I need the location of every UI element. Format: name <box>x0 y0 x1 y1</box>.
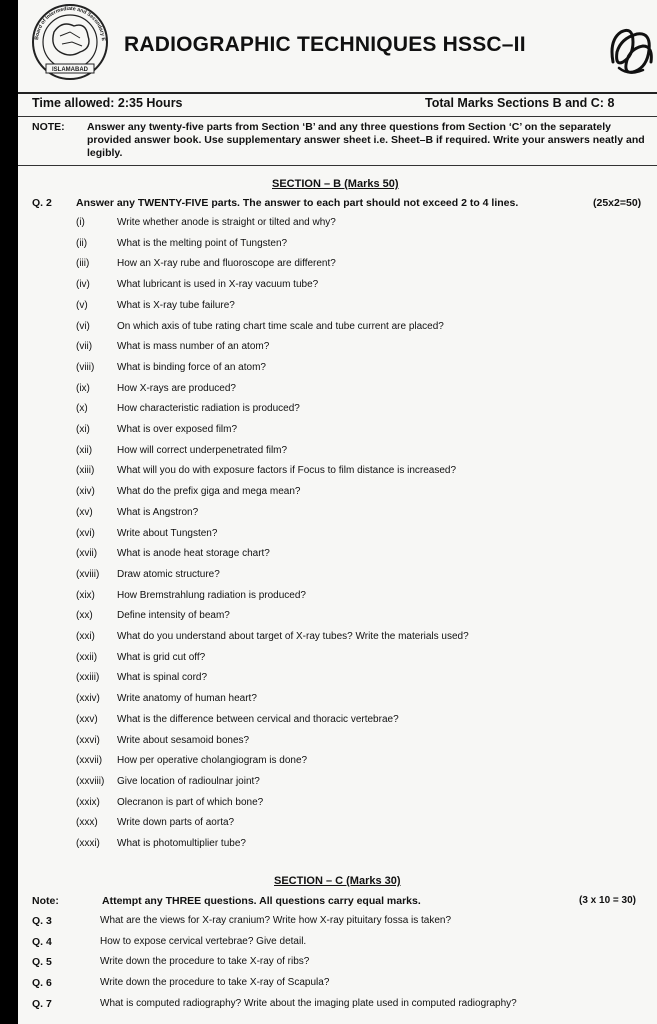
note-label: Note: <box>32 895 59 907</box>
item-number: (xii) <box>76 445 93 456</box>
time-allowed: Time allowed: 2:35 Hours <box>32 96 183 110</box>
item-number: (ix) <box>76 383 90 394</box>
svg-text:Board of Intermediate and Seco: Board of Intermediate and Secondary E <box>34 5 107 42</box>
question-item-text: What is mass number of an atom? <box>117 341 270 352</box>
item-number: (xiii) <box>76 465 95 476</box>
item-number: (xxvi) <box>76 735 100 746</box>
item-number: (xvii) <box>76 548 98 559</box>
question-item-text: Write anatomy of human heart? <box>117 693 257 704</box>
question-item-text: Olecranon is part of which bone? <box>117 797 264 808</box>
question-item-text: What is binding force of an atom? <box>117 362 266 373</box>
board-logo-seal <box>26 2 114 82</box>
question-item-text: What lubricant is used in X-ray vacuum tube? <box>117 279 319 290</box>
item-number: (xiv) <box>76 486 95 497</box>
question-item-text: What is Angstron? <box>117 507 199 518</box>
paper-title: RADIOGRAPHIC TECHNIQUES HSSC–II <box>124 33 526 56</box>
question-item-text: What is the melting point of Tungsten? <box>117 238 288 249</box>
question-item-text: Draw atomic structure? <box>117 569 220 580</box>
item-number: (xxiii) <box>76 672 100 683</box>
item-number: (x) <box>76 403 88 414</box>
question-number: Q. 3 <box>32 915 52 927</box>
item-number: (xx) <box>76 610 93 621</box>
header-divider <box>18 92 657 94</box>
item-number: (xxviii) <box>76 776 105 787</box>
question-marks: (25x2=50) <box>593 197 642 209</box>
item-number: (xxii) <box>76 652 98 663</box>
item-number: (viii) <box>76 362 95 373</box>
question-item-text: What is over exposed film? <box>117 424 238 435</box>
section-b-title: SECTION – B (Marks 50) <box>272 178 399 190</box>
question-item-text: Write down parts of aorta? <box>117 817 235 828</box>
item-number: (i) <box>76 217 85 228</box>
item-number: (vi) <box>76 321 90 332</box>
item-number: (xviii) <box>76 569 100 580</box>
question-item-text: What do the prefix giga and mega mean? <box>117 486 301 497</box>
question-text: What are the views for X-ray cranium? Write how X-ray pituitary fossa is taken? <box>100 915 452 926</box>
item-number: (xxiv) <box>76 693 100 704</box>
question-item-text: How per operative cholangiogram is done? <box>117 755 308 766</box>
question-item-text: How characteristic radiation is produced? <box>117 403 300 414</box>
section-c-title: SECTION – C (Marks 30) <box>274 875 401 887</box>
question-text: How to expose cervical vertebrae? Give detail. <box>100 936 307 947</box>
section-c-instruction: Attempt any THREE questions. All questions carry equal marks. <box>102 895 421 907</box>
item-number: (xxx) <box>76 817 98 828</box>
item-number: (xxxi) <box>76 838 100 849</box>
exam-paper <box>18 0 657 1024</box>
item-number: (xix) <box>76 590 95 601</box>
question-text: What is computed radiography? Write about the imaging plate used in computed radiography? <box>100 998 517 1009</box>
item-number: (iv) <box>76 279 90 290</box>
note-text: Answer any twenty-five parts from Section ‘B’ and any three questions from Section ‘C’ on the separately provided answer book. Use supplementary answer sheet i.e. Sheet–B if required. Write your answers neatly and legibly. <box>87 121 645 159</box>
item-number: (xi) <box>76 424 90 435</box>
item-number: (ii) <box>76 238 88 249</box>
item-number: (iii) <box>76 258 90 269</box>
question-number: Q. 5 <box>32 956 52 968</box>
question-item-text: Define intensity of beam? <box>117 610 230 621</box>
question-item-text: Write whether anode is straight or tilted and why? <box>117 217 336 228</box>
question-item-text: Write about Tungsten? <box>117 528 218 539</box>
question-item-text: What will you do with exposure factors if Focus to film distance is increased? <box>117 465 457 476</box>
question-item-text: Write about sesamoid bones? <box>117 735 250 746</box>
question-item-text: What is anode heat storage chart? <box>117 548 270 559</box>
note-label: NOTE: <box>32 121 65 133</box>
question-item-text: How Bremstrahlung radiation is produced? <box>117 590 306 601</box>
question-item-text: What is X-ray tube failure? <box>117 300 235 311</box>
total-marks: Total Marks Sections B and C: 8 <box>425 96 615 110</box>
item-number: (xv) <box>76 507 93 518</box>
divider <box>18 116 657 117</box>
item-number: (xxvii) <box>76 755 103 766</box>
question-item-text: How X-rays are produced? <box>117 383 236 394</box>
question-text: Write down the procedure to take X-ray of ribs? <box>100 956 310 967</box>
question-item-text: Give location of radioulnar joint? <box>117 776 260 787</box>
item-number: (v) <box>76 300 88 311</box>
question-instruction: Answer any TWENTY-FIVE parts. The answer to each part should not exceed 2 to 4 lines. <box>76 197 519 209</box>
item-number: (xvi) <box>76 528 95 539</box>
question-text: Write down the procedure to take X-ray of Scapula? <box>100 977 330 988</box>
question-number: Q. 4 <box>32 936 52 948</box>
question-item-text: What is grid cut off? <box>117 652 206 663</box>
divider <box>18 165 657 166</box>
item-number: (xxix) <box>76 797 100 808</box>
item-number: (xxi) <box>76 631 95 642</box>
question-number: Q. 6 <box>32 977 52 989</box>
question-item-text: What do you understand about target of X-ray tubes? Write the materials used? <box>117 631 469 642</box>
question-item-text: What is photomultiplier tube? <box>117 838 246 849</box>
question-item-text: How will correct underpenetrated film? <box>117 445 288 456</box>
question-number: Q. 2 <box>32 197 52 209</box>
question-item-text: How an X-ray rube and fluoroscope are different? <box>117 258 336 269</box>
question-number: Q. 7 <box>32 998 52 1010</box>
svg-text:ISLAMABAD: ISLAMABAD <box>52 67 88 73</box>
question-item-text: On which axis of tube rating chart time scale and tube current are placed? <box>117 321 444 332</box>
item-number: (xxv) <box>76 714 98 725</box>
handwritten-marking <box>603 22 657 80</box>
section-c-marks: (3 x 10 = 30) <box>579 895 636 906</box>
question-item-text: What is spinal cord? <box>117 672 208 683</box>
item-number: (vii) <box>76 341 93 352</box>
question-item-text: What is the difference between cervical and thoracic vertebrae? <box>117 714 399 725</box>
